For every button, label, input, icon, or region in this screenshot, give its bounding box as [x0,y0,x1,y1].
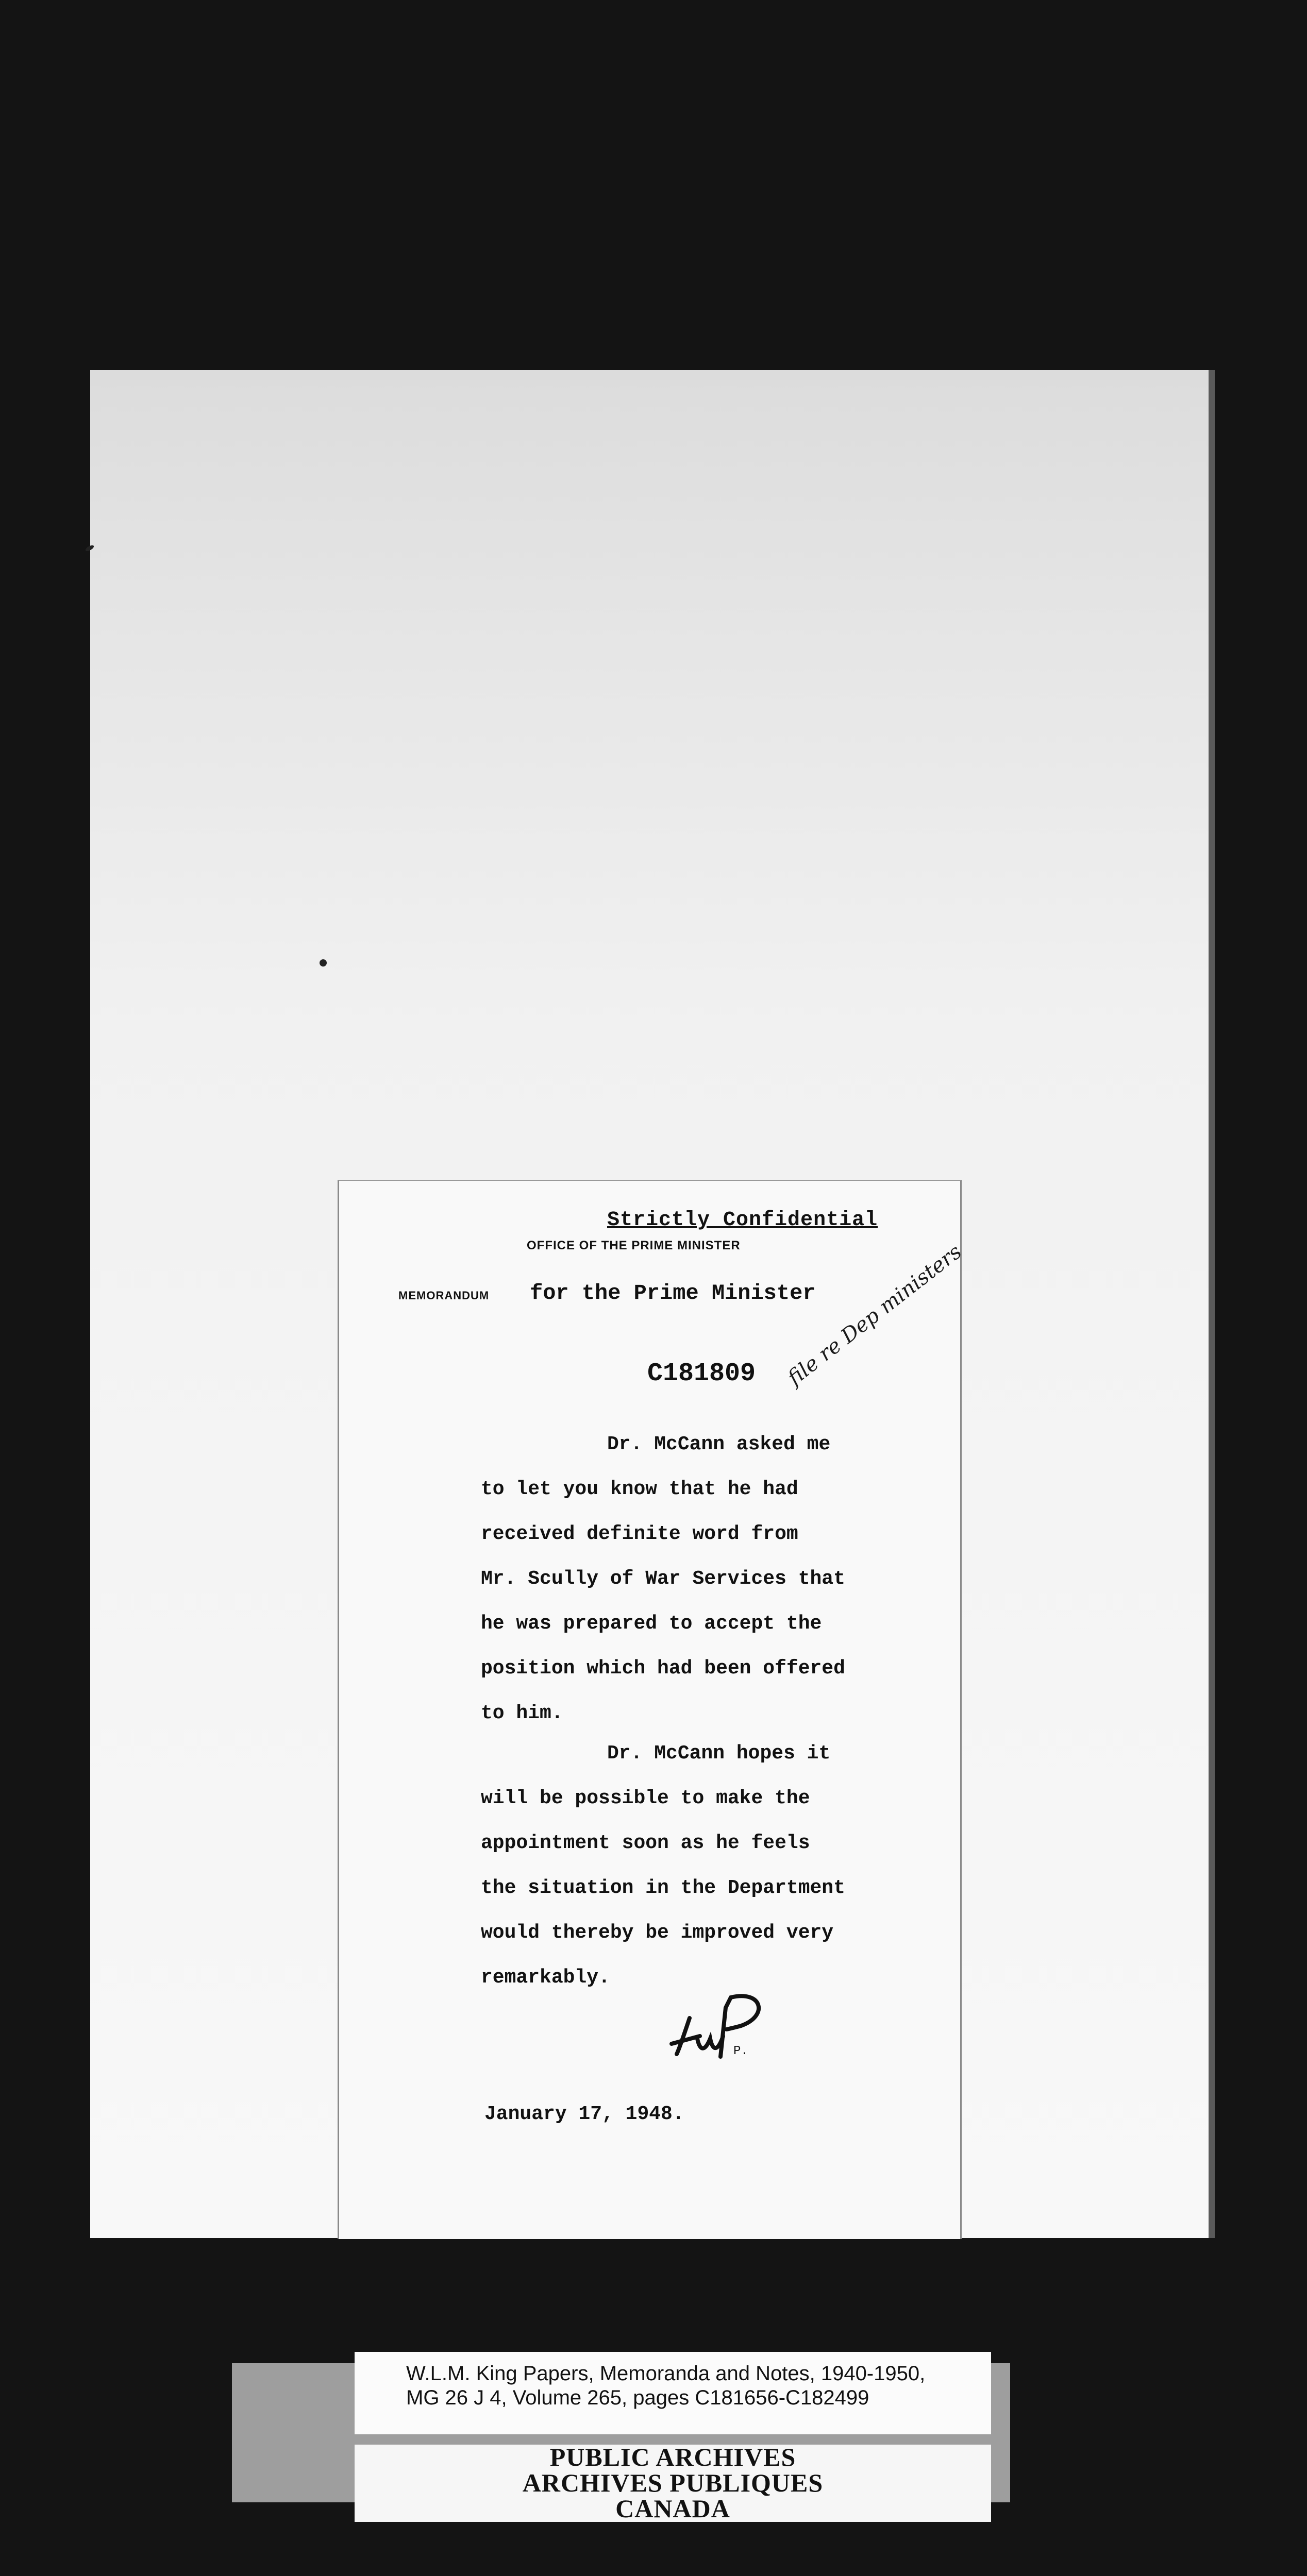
addressee-line: for the Prime Minister [530,1281,816,1306]
body-line: remarkably. [481,1967,610,1989]
sheet-edge [1209,370,1215,2238]
citation-line: W.L.M. King Papers, Memoranda and Notes, 1940-1950, [406,2362,926,2385]
handwritten-annotation-text: file re Dep ministers [783,1240,966,1390]
body-line: Dr. McCann asked me [607,1433,831,1455]
classification-heading: Strictly Confidential [607,1209,878,1232]
body-line: position which had been offered [481,1657,845,1680]
body-line: would thereby be improved very [481,1922,834,1944]
body-line: to him. [481,1702,563,1724]
file-number: C181809 [647,1359,756,1388]
memorandum-page [338,1180,966,2239]
svg-text:P.: P. [733,2044,748,2058]
archive-stamp-line: ARCHIVES PUBLIQUES [522,2468,824,2497]
handwritten-signature [669,1987,772,2064]
memo-date: January 17, 1948. [484,2103,684,2125]
body-line: Dr. McCann hopes it [607,1742,831,1765]
body-line: received definite word from [481,1523,798,1545]
memorandum-label: MEMORANDUM [398,1289,490,1302]
office-letterhead: OFFICE OF THE PRIME MINISTER [527,1239,741,1252]
body-line: he was prepared to accept the [481,1613,822,1635]
body-line: Mr. Scully of War Services that [481,1568,845,1590]
archive-stamp-line: PUBLIC ARCHIVES [549,2443,796,2471]
body-line: to let you know that he had [481,1478,798,1500]
body-line: will be possible to make the [481,1787,810,1809]
dust-speck [320,959,327,967]
body-line: the situation in the Department [481,1877,845,1899]
handwritten-annotation [783,1240,966,1392]
archive-stamp-line: CANADA [615,2494,730,2523]
body-line: appointment soon as he feels [481,1832,810,1854]
citation-line: MG 26 J 4, Volume 265, pages C181656-C182499 [406,2386,869,2409]
